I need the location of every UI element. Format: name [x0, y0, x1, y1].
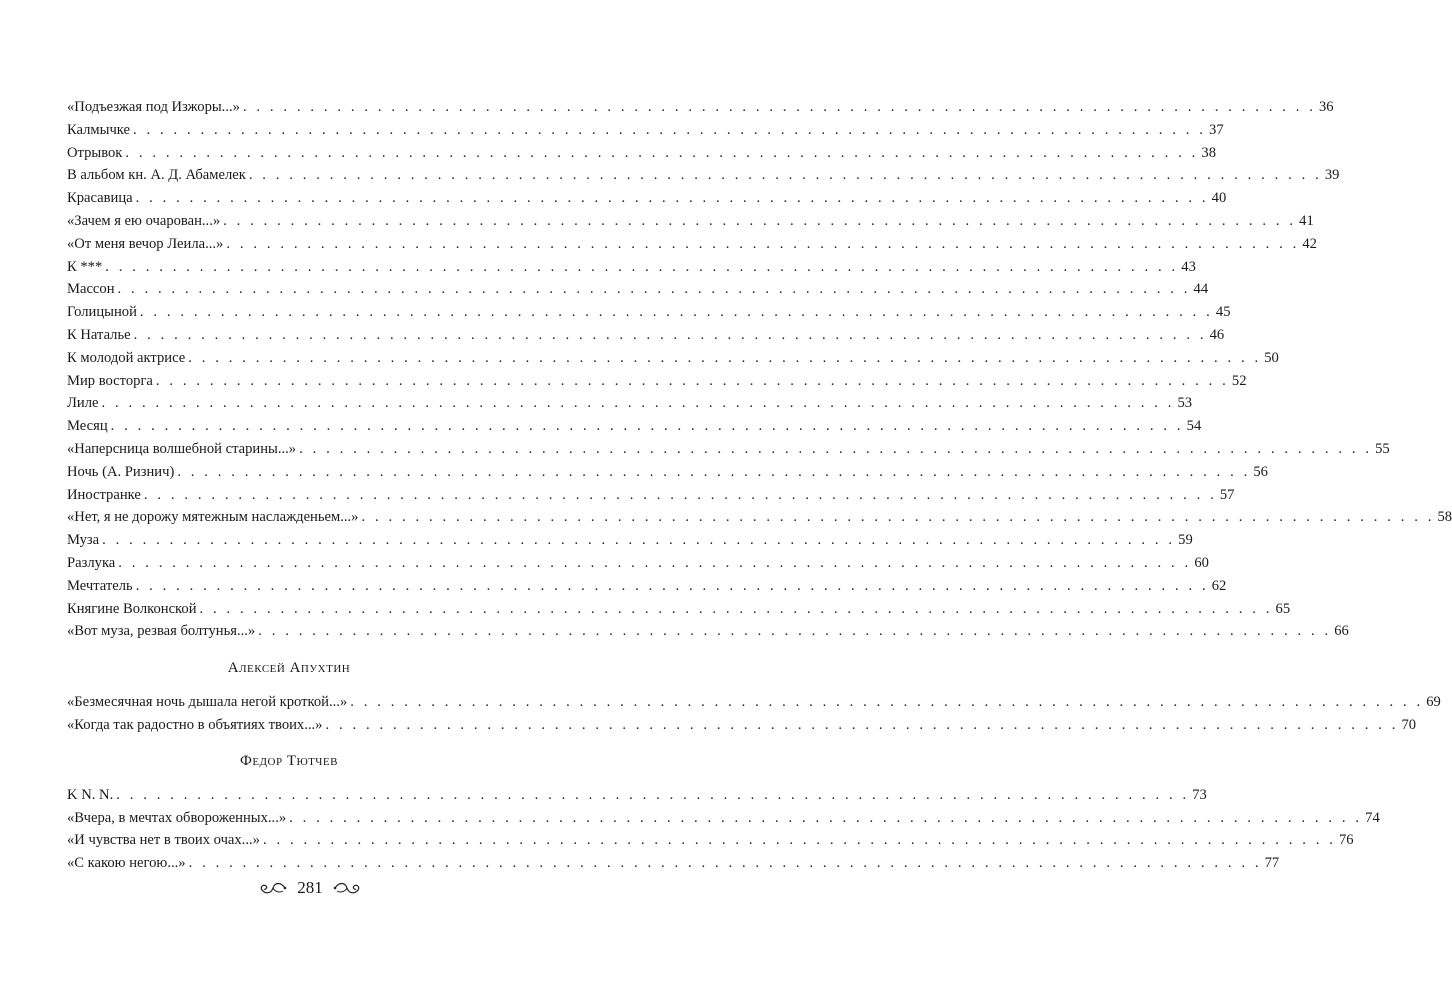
- toc-entry: [67, 598, 1291, 621]
- toc-entry: [67, 852, 1280, 875]
- toc-leader-dots: . . . . . . . . . . . . . . . . . . . . . . . . . . . . . . . . . . . . . . . . . . . . . . . . . . . . . . . . . . . . . . . . . . . . . . . . . . . . . . . .: [101, 395, 1175, 412]
- toc-leader-dots: . . . . . . . . . . . . . . . . . . . . . . . . . . . . . . . . . . . . . . . . . . . . . . . . . . . . . . . . . . . . . . . . . . . . . . . . . . . . . . . .: [155, 372, 1229, 389]
- toc-entry-page: 59: [1178, 532, 1193, 549]
- toc-entry-title: Голицыной: [67, 304, 137, 321]
- ornament-right-icon: [333, 879, 361, 897]
- toc-entry-title: Мечтатель: [67, 577, 133, 594]
- toc-entry: [67, 575, 1227, 598]
- toc-entry-page: 77: [1264, 855, 1280, 872]
- toc-entry-title: Лиле: [67, 395, 99, 412]
- toc-leader-dots: . . . . . . . . . . . . . . . . . . . . . . . . . . . . . . . . . . . . . . . . . . . . . . . . . . . . . . . . . . . . . . . . . . . . . . . . . . . . . . . .: [110, 418, 1184, 435]
- toc-leader-dots: . . . . . . . . . . . . . . . . . . . . . . . . . . . . . . . . . . . . . . . . . . . . . . . . . . . . . . . . . . . . . . . . . . . . . . . . . . . . . . . .: [262, 832, 1336, 849]
- toc-entry-page: 73: [1192, 786, 1207, 803]
- toc-entry-page: 36: [1318, 99, 1334, 115]
- toc-leader-dots: . . . . . . . . . . . . . . . . . . . . . . . . . . . . . . . . . . . . . . . . . . . . . . . . . . . . . . . . . . . . . . . . . . . . . . . . . . . . . . . .: [133, 326, 1207, 343]
- toc-entry: [67, 324, 1225, 347]
- toc-leader-dots: . . . . . . . . . . . . . . . . . . . . . . . . . . . . . . . . . . . . . . . . . . . . . . . . . . . . . . . . . . . . . . . . . . . . . . . . . . . . . . . .: [102, 532, 1176, 549]
- toc-entry-title: «От меня вечор Леила...»: [67, 235, 224, 252]
- toc-entry-page: 58: [1437, 509, 1452, 526]
- toc-entry-title: Массон: [67, 281, 115, 298]
- toc-entry-title: «Вчера, в мечтах обвороженных...»: [67, 809, 287, 826]
- toc-entry: [67, 552, 1209, 575]
- toc-entry-title: K N. N.: [67, 786, 114, 803]
- toc-section-tyutchev: [67, 784, 1380, 875]
- toc-entry-page: 50: [1264, 349, 1279, 366]
- toc-leader-dots: . . . . . . . . . . . . . . . . . . . . . . . . . . . . . . . . . . . . . . . . . . . . . . . . . . . . . . . . . . . . . . . . . . . . . . . . . . . . . . . .: [117, 281, 1191, 298]
- toc-entry-title: Калмычке: [67, 121, 131, 138]
- toc-entry-title: Отрывок: [67, 144, 123, 161]
- toc-leader-dots: . . . . . . . . . . . . . . . . . . . . . . . . . . . . . . . . . . . . . . . . . . . . . . . . . . . . . . . . . . . . . . . . . . . . . . . . . . . . . . . .: [223, 212, 1297, 229]
- toc-entry-title: «С какою негою...»: [67, 855, 186, 872]
- toc-leader-dots: . . . . . . . . . . . . . . . . . . . . . . . . . . . . . . . . . . . . . . . . . . . . . . . . . . . . . . . . . . . . . . . . . . . . . . . . . . . . . . . .: [299, 440, 1373, 457]
- toc-leader-dots: . . . . . . . . . . . . . . . . . . . . . . . . . . . . . . . . . . . . . . . . . . . . . . . . . . . . . . . . . . . . . . . . . . . . . . . . . . . . . . . .: [118, 554, 1192, 571]
- toc-section-pushkin: [67, 96, 1452, 643]
- toc-leader-dots: . . . . . . . . . . . . . . . . . . . . . . . . . . . . . . . . . . . . . . . . . . . . . . . . . . . . . . . . . . . . . . . . . . . . . . . . . . . . . . . .: [139, 304, 1213, 321]
- toc-entry: [67, 438, 1390, 461]
- toc-entry: [67, 233, 1317, 256]
- ornament-left-icon: [259, 879, 287, 897]
- toc-entry-page: 74: [1365, 809, 1380, 826]
- table-of-contents: [67, 96, 1452, 875]
- toc-entry-title: Ночь (А. Ризнич): [67, 463, 175, 480]
- toc-leader-dots: . . . . . . . . . . . . . . . . . . . . . . . . . . . . . . . . . . . . . . . . . . . . . . . . . . . . . . . . . . . . . . . . . . . . . . . . . . . . . . . .: [361, 509, 1435, 526]
- toc-entry: [67, 484, 1235, 507]
- toc-leader-dots: . . . . . . . . . . . . . . . . . . . . . . . . . . . . . . . . . . . . . . . . . . . . . . . . . . . . . . . . . . . . . . . . . . . . . . . . . . . . . . . .: [199, 600, 1273, 617]
- toc-entry: [67, 370, 1247, 393]
- toc-entry-title: «Подъезжая под Изжоры...»: [67, 99, 240, 115]
- toc-leader-dots: . . . . . . . . . . . . . . . . . . . . . . . . . . . . . . . . . . . . . . . . . . . . . . . . . . . . . . . . . . . . . . . . . . . . . . . . . . . . . . . .: [289, 809, 1363, 826]
- toc-entry-title: Княгине Волконской: [67, 600, 197, 617]
- toc-entry-page: 70: [1401, 716, 1417, 733]
- toc-entry: [67, 392, 1193, 415]
- toc-entry-page: 37: [1209, 121, 1224, 138]
- toc-leader-dots: . . . . . . . . . . . . . . . . . . . . . . . . . . . . . . . . . . . . . . . . . . . . . . . . . . . . . . . . . . . . . . . . . . . . . . . . . . . . . . . .: [248, 167, 1322, 184]
- toc-leader-dots: . . . . . . . . . . . . . . . . . . . . . . . . . . . . . . . . . . . . . . . . . . . . . . . . . . . . . . . . . . . . . . . . . . . . . . . . . . . . . . . .: [242, 99, 1316, 115]
- toc-entry-page: 69: [1426, 694, 1441, 711]
- toc-entry: [67, 256, 1196, 279]
- toc-leader-dots: . . . . . . . . . . . . . . . . . . . . . . . . . . . . . . . . . . . . . . . . . . . . . . . . . . . . . . . . . . . . . . . . . . . . . . . . . . . . . . . .: [105, 258, 1179, 275]
- toc-entry-title: Месяц: [67, 418, 108, 435]
- section-heading-apukhtin: Алексей Апухтин: [227, 660, 351, 677]
- toc-entry: [67, 142, 1216, 165]
- toc-entry: [67, 829, 1354, 852]
- toc-entry-page: 44: [1193, 281, 1209, 298]
- page-number: 281: [297, 878, 323, 897]
- toc-entry: [67, 506, 1452, 529]
- toc-entry-title: Муза: [67, 532, 100, 549]
- toc-leader-dots: . . . . . . . . . . . . . . . . . . . . . . . . . . . . . . . . . . . . . . . . . . . . . . . . . . . . . . . . . . . . . . . . . . . . . . . . . . . . . . . .: [177, 463, 1251, 480]
- section-heading-tyutchev: Федор Тютчев: [239, 752, 338, 769]
- toc-entry-page: 45: [1215, 304, 1231, 321]
- toc-entry-page: 66: [1334, 623, 1349, 640]
- toc-entry: [67, 347, 1279, 370]
- toc-entry-title: Разлука: [67, 554, 116, 571]
- toc-entry-title: «Безмесячная ночь дышала негой кроткой...»: [67, 694, 348, 711]
- toc-leader-dots: . . . . . . . . . . . . . . . . . . . . . . . . . . . . . . . . . . . . . . . . . . . . . . . . . . . . . . . . . . . . . . . . . . . . . . . . . . . . . . . .: [325, 716, 1399, 733]
- toc-entry: [67, 96, 1334, 119]
- toc-entry: [67, 461, 1268, 484]
- toc-entry-title: К Наталье: [67, 326, 131, 343]
- toc-section-apukhtin: [67, 691, 1441, 737]
- toc-entry-page: 76: [1338, 832, 1354, 849]
- toc-entry: [67, 164, 1340, 187]
- toc-entry-page: 65: [1275, 600, 1291, 617]
- toc-entry: [67, 119, 1224, 142]
- toc-entry: [67, 807, 1380, 830]
- toc-entry-page: 53: [1177, 395, 1193, 412]
- toc-leader-dots: . . . . . . . . . . . . . . . . . . . . . . . . . . . . . . . . . . . . . . . . . . . . . . . . . . . . . . . . . . . . . . . . . . . . . . . . . . . . . . . .: [350, 694, 1424, 711]
- toc-entry-page: 55: [1375, 440, 1390, 457]
- toc-entry-title: Мир восторга: [67, 372, 153, 389]
- toc-entry-page: 52: [1231, 372, 1247, 389]
- toc-leader-dots: . . . . . . . . . . . . . . . . . . . . . . . . . . . . . . . . . . . . . . . . . . . . . . . . . . . . . . . . . . . . . . . . . . . . . . . . . . . . . . . .: [188, 855, 1262, 872]
- toc-entry: [67, 714, 1417, 737]
- toc-entry-page: 46: [1209, 326, 1225, 343]
- toc-entry: [67, 620, 1349, 643]
- toc-leader-dots: . . . . . . . . . . . . . . . . . . . . . . . . . . . . . . . . . . . . . . . . . . . . . . . . . . . . . . . . . . . . . . . . . . . . . . . . . . . . . . . .: [133, 121, 1207, 138]
- toc-entry-title: Красавица: [67, 190, 133, 207]
- toc-entry-page: 57: [1219, 486, 1235, 503]
- toc-entry: [67, 529, 1193, 552]
- page-footer: [0, 878, 620, 898]
- toc-entry: [67, 784, 1207, 807]
- toc-entry-page: 42: [1302, 235, 1317, 252]
- toc-leader-dots: . . . . . . . . . . . . . . . . . . . . . . . . . . . . . . . . . . . . . . . . . . . . . . . . . . . . . . . . . . . . . . . . . . . . . . . . . . . . . . . .: [135, 577, 1209, 594]
- toc-entry-page: 62: [1211, 577, 1227, 594]
- toc-entry: [67, 187, 1227, 210]
- toc-leader-dots: . . . . . . . . . . . . . . . . . . . . . . . . . . . . . . . . . . . . . . . . . . . . . . . . . . . . . . . . . . . . . . . . . . . . . . . . . . . . . . . .: [125, 144, 1199, 161]
- toc-leader-dots: . . . . . . . . . . . . . . . . . . . . . . . . . . . . . . . . . . . . . . . . . . . . . . . . . . . . . . . . . . . . . . . . . . . . . . . . . . . . . . . .: [258, 623, 1332, 640]
- toc-entry-page: 38: [1201, 144, 1216, 161]
- toc-entry-title: «И чувства нет в твоих очах...»: [67, 832, 260, 849]
- toc-leader-dots: . . . . . . . . . . . . . . . . . . . . . . . . . . . . . . . . . . . . . . . . . . . . . . . . . . . . . . . . . . . . . . . . . . . . . . . . . . . . . . . .: [135, 190, 1209, 207]
- toc-entry-page: 40: [1211, 190, 1227, 207]
- toc-leader-dots: . . . . . . . . . . . . . . . . . . . . . . . . . . . . . . . . . . . . . . . . . . . . . . . . . . . . . . . . . . . . . . . . . . . . . . . . . . . . . . . .: [116, 786, 1190, 803]
- toc-leader-dots: . . . . . . . . . . . . . . . . . . . . . . . . . . . . . . . . . . . . . . . . . . . . . . . . . . . . . . . . . . . . . . . . . . . . . . . . . . . . . . . .: [143, 486, 1217, 503]
- toc-entry-title: «Наперсница волшебной старины...»: [67, 440, 297, 457]
- toc-leader-dots: . . . . . . . . . . . . . . . . . . . . . . . . . . . . . . . . . . . . . . . . . . . . . . . . . . . . . . . . . . . . . . . . . . . . . . . . . . . . . . . .: [188, 349, 1262, 366]
- toc-entry-page: 54: [1186, 418, 1202, 435]
- toc-entry: [67, 210, 1314, 233]
- toc-entry-title: К ***: [67, 258, 103, 275]
- toc-entry-title: «Зачем я ею очарован...»: [67, 212, 221, 229]
- toc-entry-title: «Вот муза, резвая болтунья...»: [67, 623, 256, 640]
- toc-entry-title: В альбом кн. А. Д. Абамелек: [67, 167, 246, 184]
- toc-entry-title: Иностранке: [67, 486, 141, 503]
- toc-leader-dots: . . . . . . . . . . . . . . . . . . . . . . . . . . . . . . . . . . . . . . . . . . . . . . . . . . . . . . . . . . . . . . . . . . . . . . . . . . . . . . . .: [226, 235, 1300, 252]
- toc-entry: [67, 278, 1209, 301]
- toc-entry-page: 43: [1181, 258, 1196, 275]
- toc-entry-page: 56: [1253, 463, 1268, 480]
- toc-entry-page: 41: [1299, 212, 1314, 229]
- toc-entry: [67, 415, 1202, 438]
- toc-entry-page: 39: [1324, 167, 1340, 184]
- toc-entry-page: 60: [1194, 554, 1209, 571]
- toc-entry: [67, 301, 1231, 324]
- toc-entry-title: «Нет, я не дорожу мятежным наслажденьем...»: [67, 509, 359, 526]
- toc-entry-title: К молодой актрисе: [67, 349, 186, 366]
- toc-entry-title: «Когда так радостно в объятиях твоих...»: [67, 716, 323, 733]
- toc-entry: [67, 691, 1441, 714]
